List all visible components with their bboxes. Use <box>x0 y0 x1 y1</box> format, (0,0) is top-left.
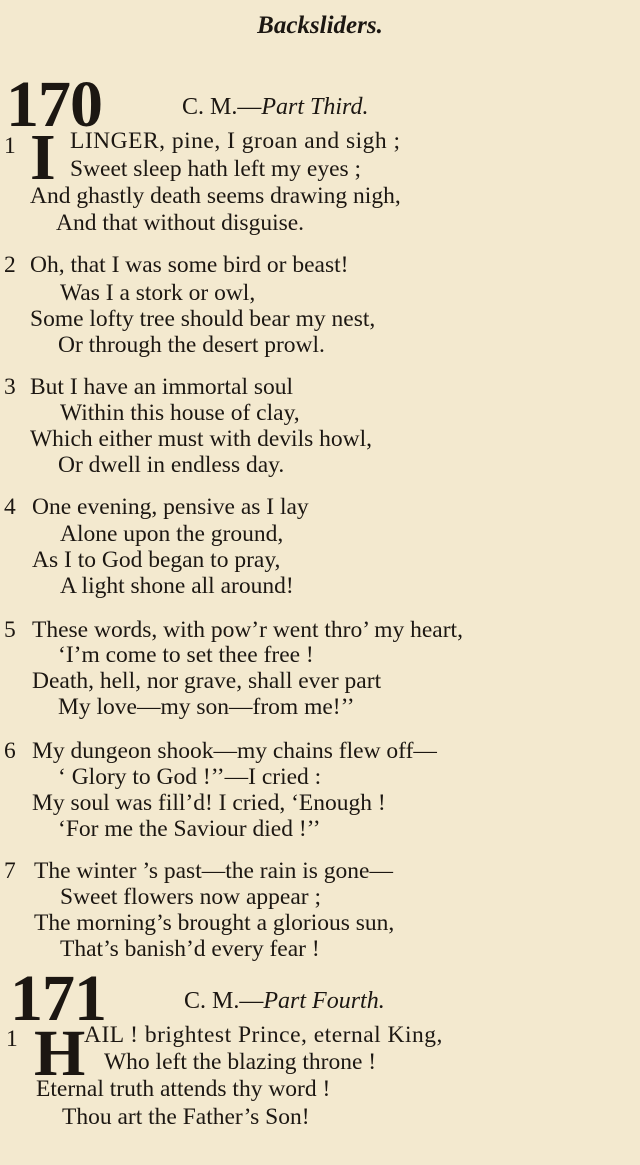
verse-line: ‘ Glory to God !’’—I cried : <box>58 764 322 790</box>
verse-line: ‘I’m come to set thee free ! <box>58 642 314 668</box>
verse-line: My dungeon shook—my chains flew off— <box>32 738 437 764</box>
verse-line: ‘For me the Saviour died !’’ <box>58 816 321 842</box>
verse-line: As I to God began to pray, <box>32 547 281 573</box>
verse-number: 4 <box>4 494 16 520</box>
verse-number: 3 <box>4 374 16 400</box>
part-label: Part Third. <box>261 94 369 120</box>
verse-line: Sweet flowers now appear ; <box>60 884 322 910</box>
verse-number: 5 <box>4 617 16 643</box>
verse-line: My love—my son—from me!’’ <box>58 694 355 720</box>
verse-line: Some lofty tree should bear my nest, <box>30 306 376 332</box>
verse-number: 1 <box>4 133 16 159</box>
verse-line: The morning’s brought a glorious sun, <box>34 910 395 936</box>
hymn-meter <box>184 988 385 1015</box>
drop-cap: H <box>34 1017 86 1090</box>
verse-line: A light shone all around! <box>60 573 294 599</box>
meter-label: C. M.— <box>182 94 262 120</box>
hymn-number: 171 <box>10 962 106 1035</box>
verse-line: The winter ’s past—the rain is gone— <box>34 858 393 884</box>
verse-line: AIL ! brightest Prince, eternal King, <box>84 1022 443 1048</box>
drop-cap: I <box>30 121 56 194</box>
verse-line: That’s banish’d every fear ! <box>60 936 320 962</box>
verse-number: 7 <box>4 858 16 884</box>
hymn-meter <box>182 94 369 121</box>
verse-number: 6 <box>4 738 16 764</box>
verse-line: Sweet sleep hath left my eyes ; <box>70 156 362 182</box>
verse-line: Was I a stork or owl, <box>60 280 256 306</box>
verse-line: Or dwell in endless day. <box>58 452 285 478</box>
verse-line: Within this house of clay, <box>60 400 300 426</box>
verse-line: My soul was fill’d! I cried, ‘Enough ! <box>32 790 386 816</box>
verse-line: Who left the blazing throne ! <box>104 1049 377 1075</box>
verse-line: Death, hell, nor grave, shall ever part <box>32 668 382 694</box>
verse-line: Eternal truth attends thy word ! <box>36 1076 331 1102</box>
running-head: Backsliders. <box>257 12 383 39</box>
verse-number: 2 <box>4 252 16 278</box>
hymn-number: 170 <box>6 68 102 141</box>
verse-line: Or through the desert prowl. <box>58 332 325 358</box>
verse-line: Oh, that I was some bird or beast! <box>30 252 349 278</box>
meter-label: C. M.— <box>184 988 264 1014</box>
verse-line: But I have an immortal soul <box>30 374 294 400</box>
verse-line: And ghastly death seems drawing nigh, <box>30 183 401 209</box>
verse-line: And that without disguise. <box>56 210 305 236</box>
verse-line: Thou art the Father’s Son! <box>62 1104 310 1130</box>
part-label: Part Fourth. <box>263 988 385 1014</box>
verse-line: One evening, pensive as I lay <box>32 494 309 520</box>
verse-line: These words, with pow’r went thro’ my heart, <box>32 617 463 643</box>
verse-number: 1 <box>6 1026 18 1052</box>
verse-line: Which either must with devils howl, <box>30 426 373 452</box>
verse-line: Alone upon the ground, <box>60 521 284 547</box>
verse-line: LINGER, pine, I groan and sigh ; <box>70 128 401 154</box>
